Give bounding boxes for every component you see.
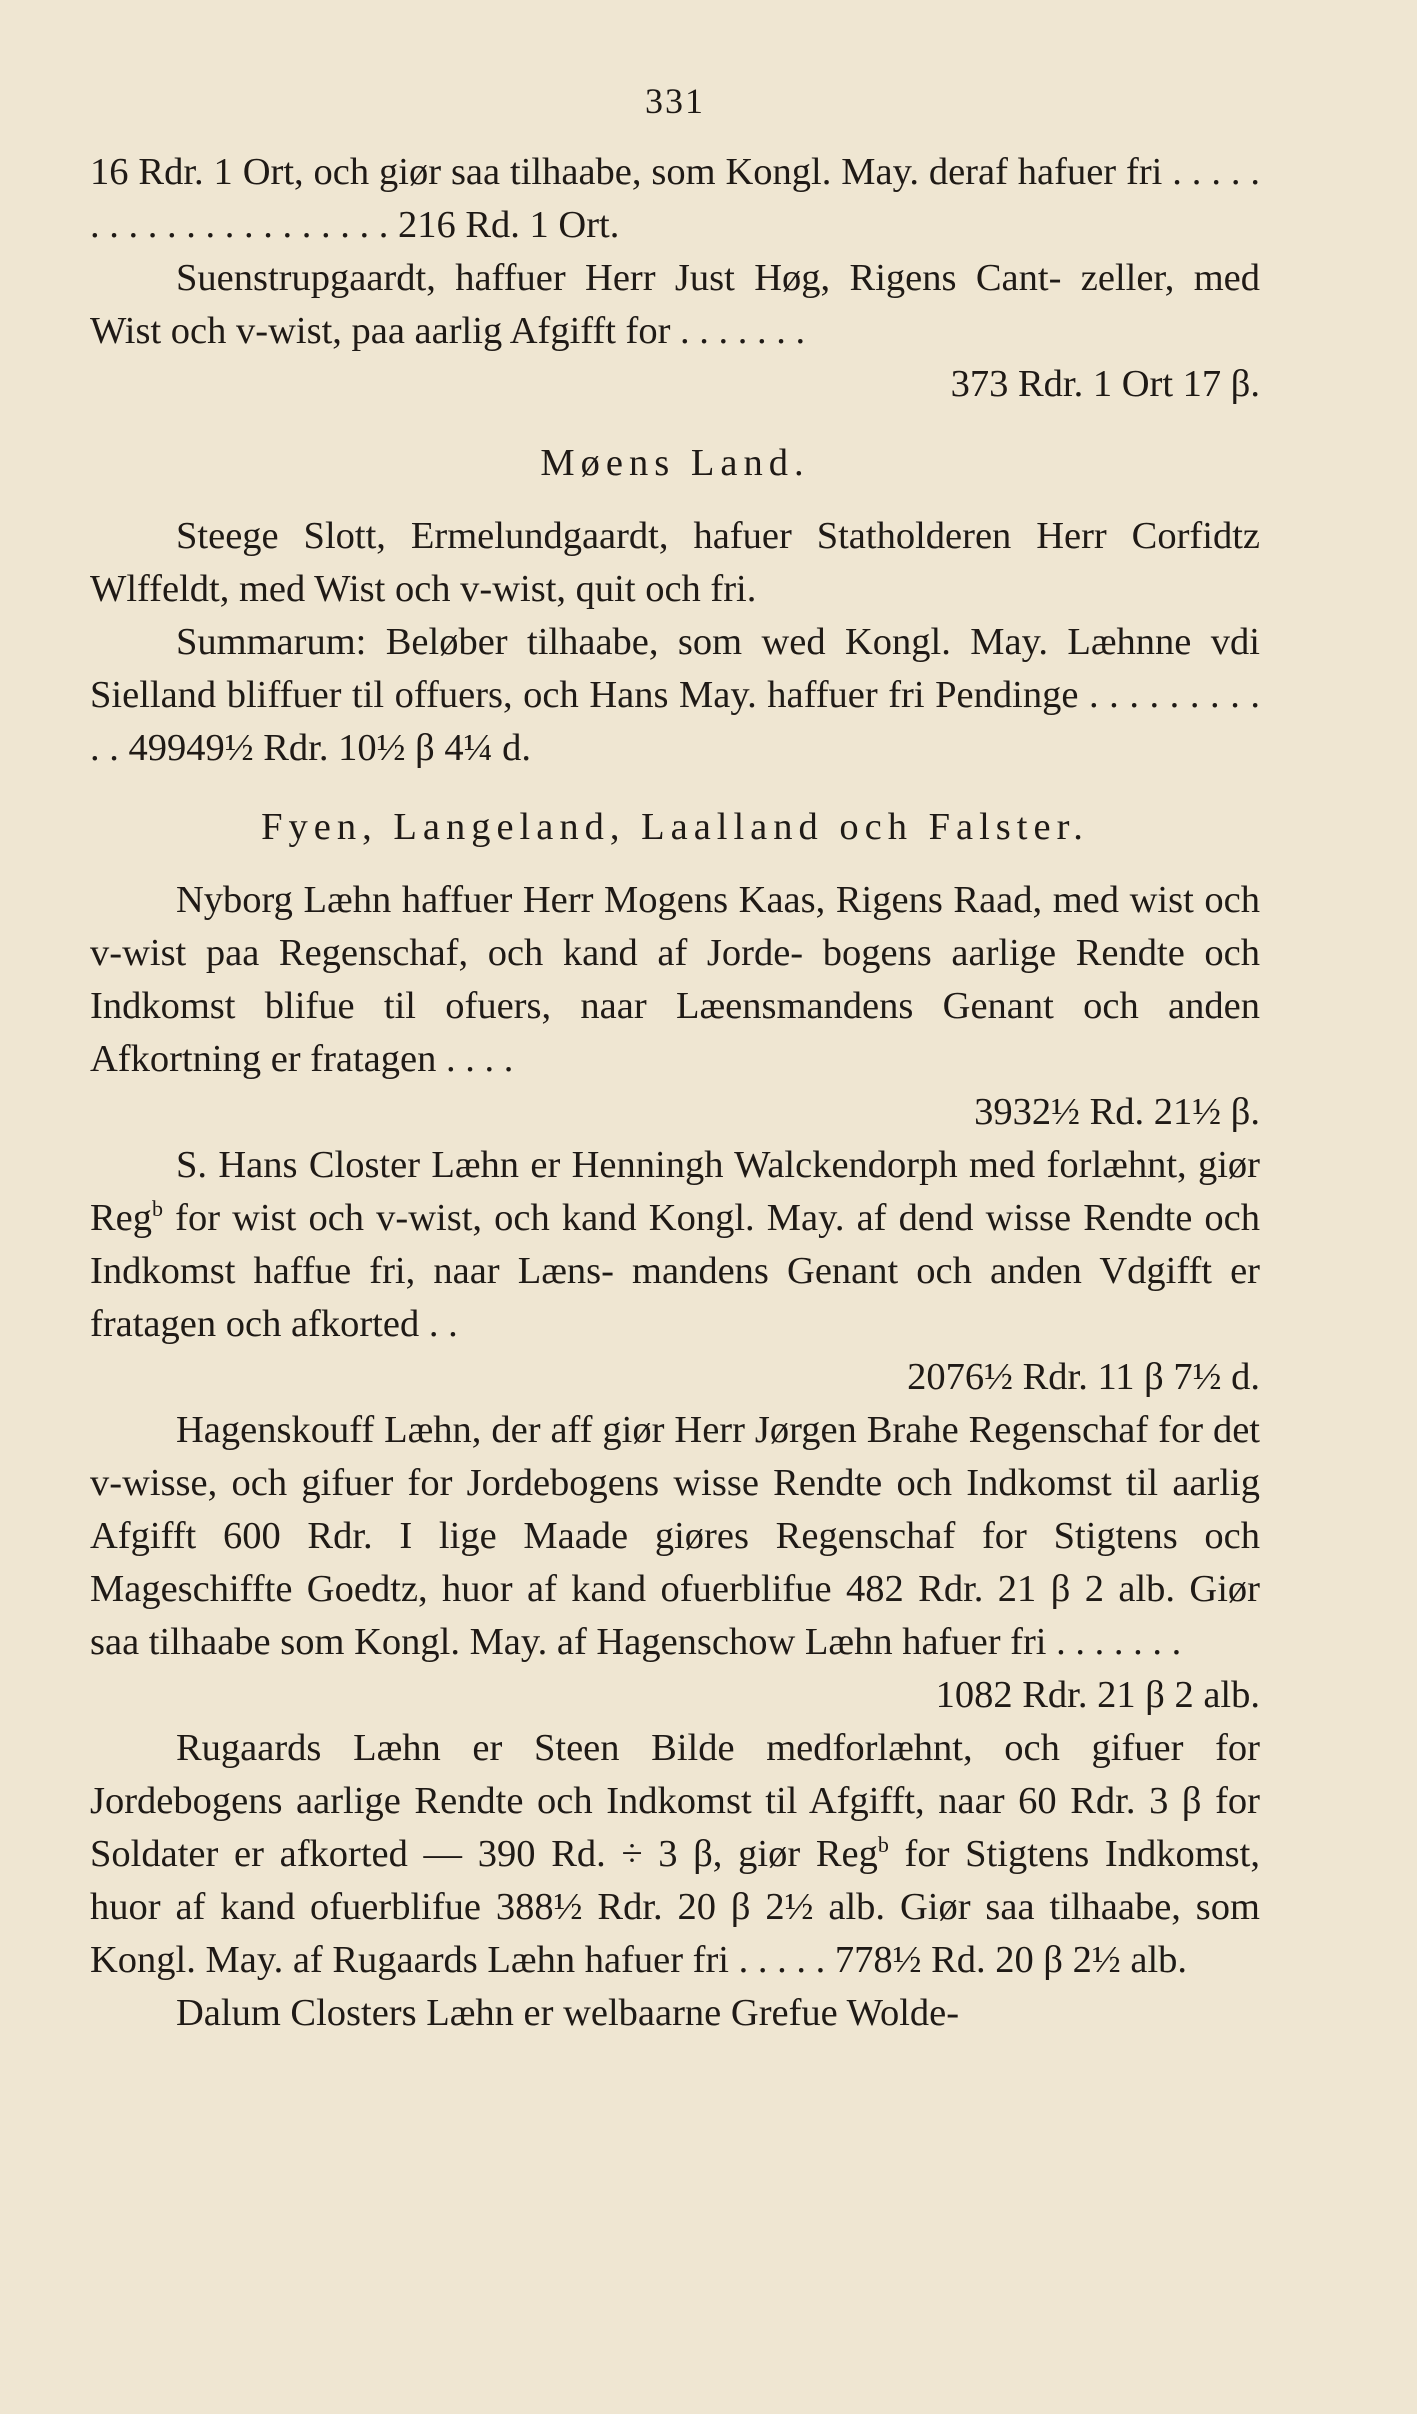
paragraph-steege-slott: Steege Slott, Ermelundgaardt, hafuer Statholderen Herr Corfidtz Wlffeldt, med Wist och v-wist, quit och fri.	[90, 515, 1260, 610]
paragraph-dalum-closter: Dalum Closters Læhn er welbaarne Grefue Wolde-	[176, 1992, 960, 2034]
s-hans-text-1: S. Hans Closter Læhn er Henningh Walckendorph med forlæhnt, giør Reg	[90, 1144, 1260, 1239]
superscript-b: b	[152, 1196, 164, 1222]
paragraph-s-hans-closter	[90, 1139, 1260, 1351]
paragraph-summarum: Summarum: Beløber tilhaabe, som wed Kongl. May. Læhnne vdi Sielland bliffuer til offuers, och Hans May. haffuer fri Pendinge . . . . . . . . . . . 49949½ Rdr. 10½ β 4¼ d.	[90, 621, 1260, 769]
book-page	[90, 80, 1260, 2040]
amount-suenstrupgaardt: 373 Rdr. 1 Ort 17 β.	[950, 363, 1260, 405]
rugaards-text-2: for Stigtens Indkomst, huor af kand ofuerblifue 388½ Rdr. 20 β 2½ alb. Giør saa tilhaabe, som Kongl. May. af Rugaards Læhn hafuer fri . . . . . 778½ Rd. 20 β 2½ alb.	[90, 1833, 1260, 1981]
section-heading-fyen: Fyen, Langeland, Laalland och Falster.	[261, 806, 1089, 848]
s-hans-text-2: for wist och v-wist, och kand Kongl. May. af dend wisse Rendte och Indkomst haffue fri, naar Læns- mandens Genant och anden Vdgifft er fratagen och afkorted . .	[90, 1197, 1260, 1345]
rugaards-text-1: Rugaards Læhn er Steen Bilde medforlæhnt, och gifuer for Jordebogens aarlige Rendte och Indkomst til Afgifft, naar 60 Rdr. 3 β for Soldater er afkorted — 390 Rd. ÷ 3 β, giør Reg	[90, 1727, 1260, 1875]
section-heading-moens-land: Møens Land.	[540, 442, 810, 484]
paragraph-suenstrupgaardt: Suenstrupgaardt, haffuer Herr Just Høg, Rigens Cant- zeller, med Wist och v-wist, paa aarlig Afgifft for . . . . . . .	[90, 257, 1260, 352]
amount-hagenskouff: 1082 Rdr. 21 β 2 alb.	[935, 1674, 1260, 1716]
paragraph-rdr-ort: 16 Rdr. 1 Ort, och giør saa tilhaabe, som Kongl. May. deraf hafuer fri . . . . . . . . . . . . . . . . . . . . . 216 Rd. 1 Ort.	[90, 151, 1260, 246]
paragraph-hagenskouff: Hagenskouff Læhn, der aff giør Herr Jørgen Brahe Regenschaf for det v-wisse, och gifuer for Jordebogens wisse Rendte och Indkomst til aarlig Afgifft 600 Rdr. I lige Maade giøres Regenschaf for Stigtens och Mageschiffte Goedtz, huor af kand ofuerblifue 482 Rdr. 21 β 2 alb. Giør saa tilhaabe som Kongl. May. af Hagenschow Læhn hafuer fri . . . . . . .	[90, 1409, 1260, 1663]
amount-s-hans: 2076½ Rdr. 11 β 7½ d.	[907, 1356, 1260, 1398]
paragraph-rugaards	[90, 1722, 1260, 1987]
amount-nyborg: 3932½ Rd. 21½ β.	[974, 1091, 1260, 1133]
paragraph-nyborg-laehn: Nyborg Læhn haffuer Herr Mogens Kaas, Rigens Raad, med wist och v-wist paa Regenschaf, och kand af Jorde- bogens aarlige Rendte och Indkomst blifue til ofuers, naar Læensmandens Genant och anden Afkortning er fratagen . . . .	[90, 879, 1260, 1080]
superscript-b: b	[877, 1832, 889, 1858]
page-number: 331	[645, 81, 705, 121]
